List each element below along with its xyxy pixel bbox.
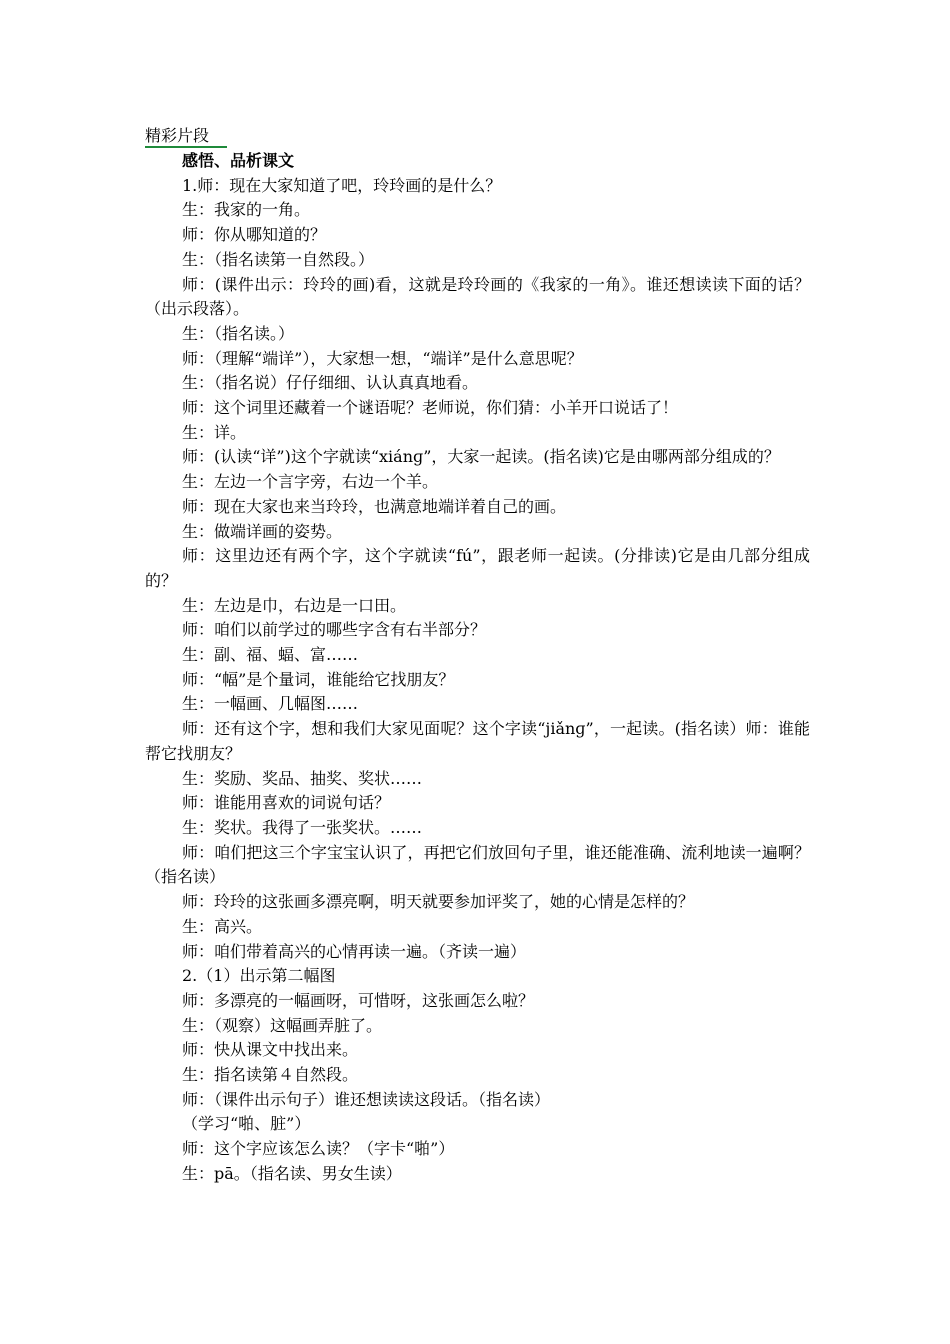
paragraph: 师：(课件出示：玲玲的画)看，这就是玲玲画的《我家的一角》。谁还想读读下面的话？（出示段落）。: [145, 274, 810, 319]
paragraph: 师：多漂亮的一幅画呀，可惜呀，这张画怎么啦？: [182, 990, 535, 1010]
paragraph: 师：（课件出示句子）谁还想读读这段话。（指名读）: [182, 1089, 551, 1109]
paragraph: 生：高兴。: [182, 916, 263, 936]
document-body: [145, 124, 810, 1187]
paragraph: 师：这个字应该怎么读？（字卡“啪”）: [182, 1139, 455, 1159]
paragraph: 生：pā。（指名读、男女生读）: [182, 1163, 402, 1183]
section-tag: 精彩片段: [145, 125, 227, 148]
paragraph: 生：左边是巾，右边是一口田。: [182, 595, 407, 615]
paragraph: 1.师：现在大家知道了吧，玲玲画的是什么？: [182, 175, 502, 195]
paragraph: 师：现在大家也来当玲玲，也满意地端详着自己的画。: [182, 496, 567, 516]
paragraph: 师：还有这个字，想和我们大家见面呢？这个字读“jiǎnɡ”，一起读。(指名读）师：谁能帮它找朋友？: [145, 719, 810, 763]
paragraph: 生：（指名读第一自然段。）: [182, 249, 375, 269]
paragraph: 生：副、福、蝠、富……: [182, 645, 359, 665]
paragraph: 师：咱们把这三个字宝宝认识了，再把它们放回句子里，谁还能准确、流利地读一遍啊？（指名读）: [145, 842, 810, 887]
paragraph: 师：(认读“详”)这个字就读“xiánɡ”，大家一起读。(指名读)它是由哪两部分组成的？: [182, 447, 780, 467]
paragraph: 师：咱们带着高兴的心情再读一遍。（齐读一遍）: [182, 941, 527, 961]
paragraph: 师：玲玲的这张画多漂亮啊，明天就要参加评奖了，她的心情是怎样的？: [182, 892, 695, 912]
paragraph: （学习“啪、脏”）: [182, 1114, 311, 1134]
paragraph: 生：一幅画、几幅图……: [182, 694, 359, 714]
paragraph: 师：谁能用喜欢的词说句话？: [182, 793, 391, 813]
paragraph: 师：“幅”是个量词，谁能给它找朋友？: [182, 669, 455, 689]
paragraph: 生：我家的一角。: [182, 200, 311, 220]
paragraph: 生：（观察）这幅画弄脏了。: [182, 1015, 383, 1035]
paragraph: 生：奖励、奖品、抽奖、奖状……: [182, 768, 423, 788]
paragraph: 师：快从课文中找出来。: [182, 1040, 359, 1060]
section-heading: 感悟、品析课文: [182, 151, 295, 170]
paragraph: 师：这个词里还藏着一个谜语呢？老师说，你们猜：小羊开口说话了！: [182, 398, 679, 418]
paragraph-list: [145, 174, 810, 1187]
paragraph: 生：详。: [182, 422, 247, 442]
paragraph: 师：（理解“端详”），大家想一想，“端详”是什么意思呢？: [182, 348, 583, 368]
paragraph: 师：这里边还有两个字，这个字就读“fú”，跟老师一起读。(分排读)它是由几部分组成的？: [145, 546, 810, 590]
paragraph: 2.（1）出示第二幅图: [182, 966, 336, 986]
paragraph: 生：左边一个言字旁，右边一个羊。: [182, 472, 439, 492]
paragraph: 师：你从哪知道的？: [182, 225, 327, 245]
paragraph: 生：（指名说）仔仔细细、认认真真地看。: [182, 373, 479, 393]
paragraph: 生：（指名读。）: [182, 323, 295, 343]
paragraph: 生：指名读第４自然段。: [182, 1065, 359, 1085]
paragraph: 生：做端详画的姿势。: [182, 521, 343, 541]
paragraph: 师：咱们以前学过的哪些字含有右半部分？: [182, 620, 487, 640]
paragraph: 生：奖状。我得了一张奖状。……: [182, 817, 423, 837]
